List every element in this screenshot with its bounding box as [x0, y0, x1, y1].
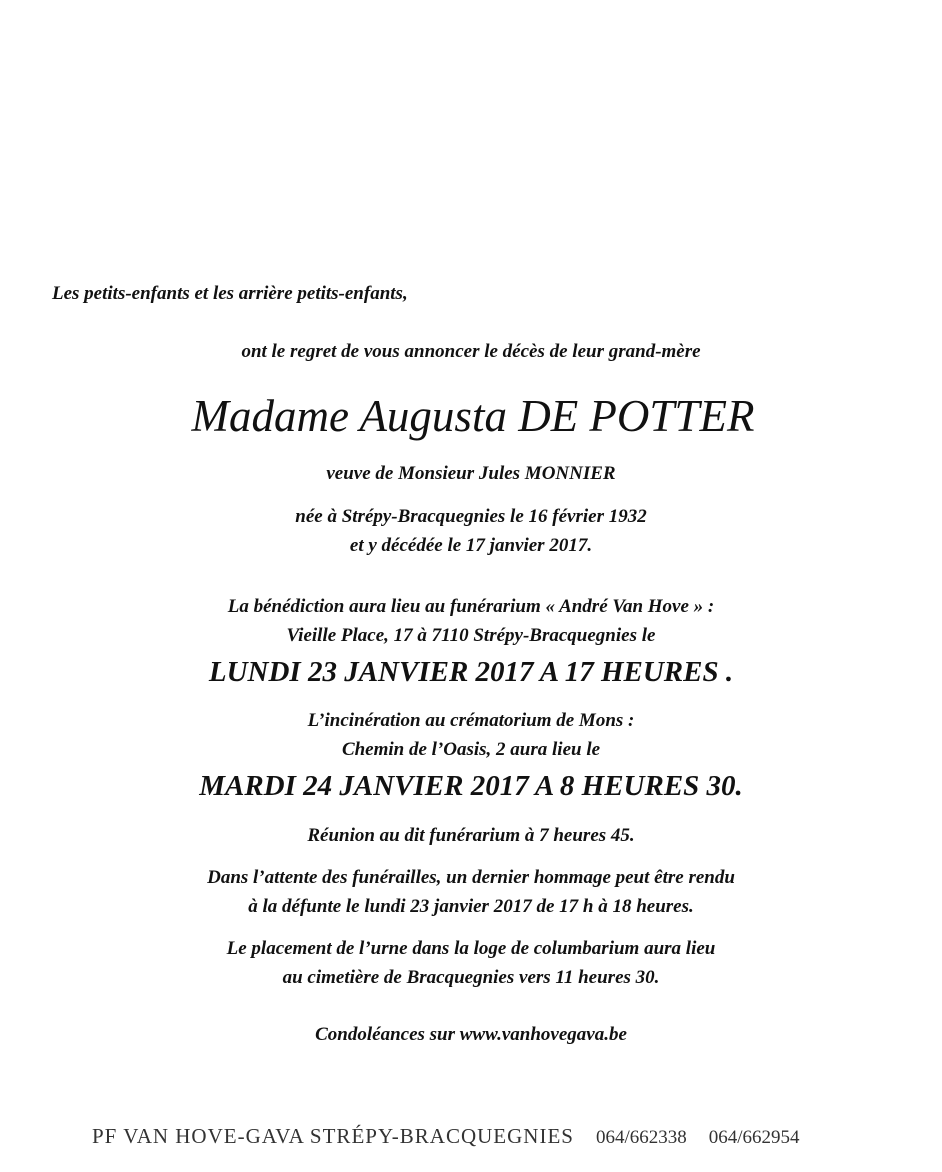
birth-line: née à Strépy-Bracquegnies le 16 février 1932	[295, 506, 647, 527]
meeting-line: Réunion au dit funérarium à 7 heures 45.	[307, 825, 635, 846]
tribute-line-1: Dans l’attente des funérailles, un dernier hommage peut être rendu	[207, 867, 735, 888]
phone-number-2: 064/662954	[708, 1127, 800, 1148]
announcement-line: ont le regret de vous annoncer le décès de leur grand-mère	[241, 341, 701, 362]
blessing-line-2: Vieille Place, 17 à 7110 Strépy-Bracquegnies le	[286, 625, 656, 646]
funeral-home-footer	[92, 1124, 852, 1152]
cremation-date: MARDI 24 JANVIER 2017 A 8 HEURES 30.	[199, 770, 743, 802]
cremation-line-1: L’incinération au crématorium de Mons :	[307, 710, 635, 731]
widow-of-line: veuve de Monsieur Jules MONNIER	[326, 463, 616, 484]
death-line: et y décédée le 17 janvier 2017.	[349, 535, 593, 556]
intro-line: Les petits-enfants et les arrière petits-enfants,	[52, 283, 408, 304]
blessing-line-1: La bénédiction aura lieu au funérarium « André Van Hove » :	[227, 596, 715, 617]
condolences-line: Condoléances sur www.vanhovegava.be	[315, 1024, 627, 1045]
funeral-home-name: PF VAN HOVE-GAVA STRÉPY-BRACQUEGNIES	[92, 1124, 574, 1148]
urn-line-2: au cimetière de Bracquegnies vers 11 heures 30.	[282, 967, 660, 988]
tribute-line-2: à la défunte le lundi 23 janvier 2017 de 17 h à 18 heures.	[248, 896, 694, 917]
urn-line-1: Le placement de l’urne dans la loge de columbarium aura lieu	[226, 938, 716, 959]
phone-number-1: 064/662338	[595, 1127, 687, 1148]
deceased-name: Madame Augusta DE POTTER	[191, 391, 755, 441]
blessing-date: LUNDI 23 JANVIER 2017 A 17 HEURES .	[208, 656, 734, 688]
cremation-line-2: Chemin de l’Oasis, 2 aura lieu le	[341, 739, 601, 760]
